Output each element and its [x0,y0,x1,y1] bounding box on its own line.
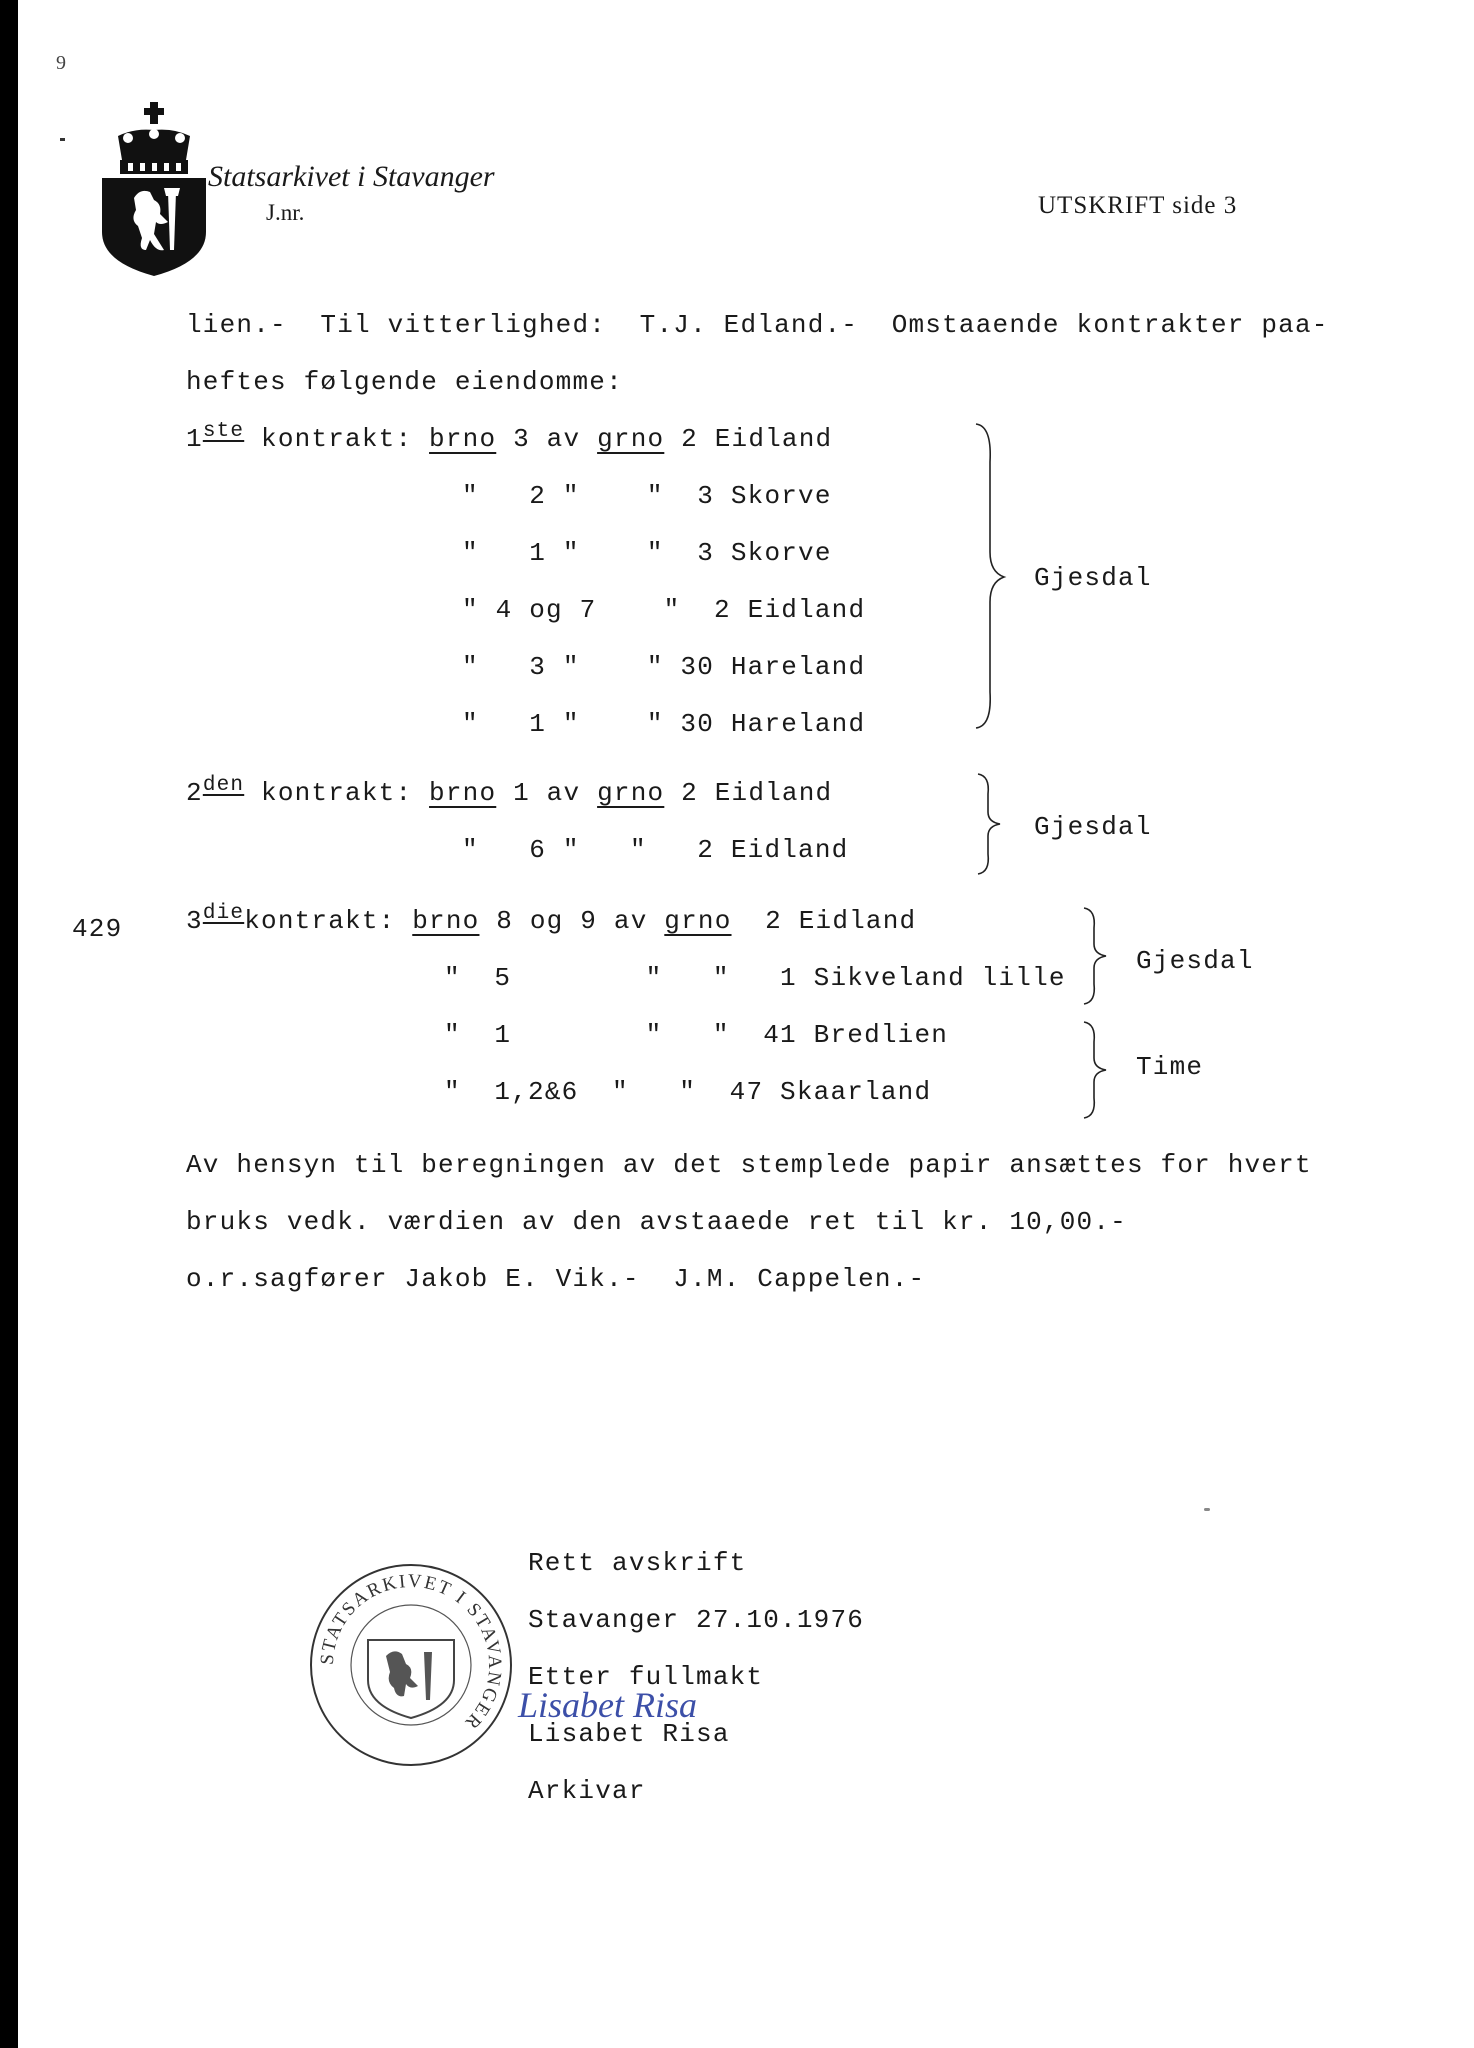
signer-title: Arkivar [528,1776,646,1806]
body-line-1: lien.- Til vitterlighed: T.J. Edland.- Omstaaende kontrakter paa- [186,310,1329,340]
contract-1-row: " 3 " " 30 Hareland [462,652,866,682]
margin-dot [60,138,65,141]
contract-3-area-gjesdal: Gjesdal [1136,946,1254,976]
contract-1-row: " 1 " " 30 Hareland [462,709,866,739]
archive-seal-icon [306,1560,516,1770]
closing-line-3: o.r.sagfører Jakob E. Vik.- J.M. Cappelen.- [186,1264,926,1294]
contract-3-brace-time [1078,1020,1118,1120]
closing-line-2: bruks vedk. værdien av den avstaaede ret til kr. 10,00.- [186,1207,1127,1237]
signer-name: Lisabet Risa [528,1719,730,1749]
contract-1-area: Gjesdal [1034,563,1152,593]
contract-3-heading: $3^{die}kontrakt$: brno 8 og 9 av grno 2 Eidland [186,902,917,936]
corner-mark: 9 [56,52,66,74]
contract-1-row: " 2 " " 3 Skorve [462,481,832,511]
contract-3-area-time: Time [1136,1052,1204,1082]
contract-2-brace [972,772,1012,876]
ink-speck [1204,1508,1210,1511]
handwritten-signature: Lisabet Risa [518,1685,698,1725]
certification-line-3: Etter fullmakt [528,1662,764,1692]
certification-line-1: Rett avskrift [528,1548,747,1578]
certification-line-2: Stavanger 27.10.1976 [528,1605,865,1635]
contract-2-row: " 6 " " 2 Eidland [462,835,849,865]
svg-text:STATSARKIVET I STAVANGER: STATSARKIVET I STAVANGER [316,1570,506,1735]
body-line-2: heftes følgende eiendomme: [186,367,623,397]
contract-1-heading: 1ste kontrakt: brno 3 av grno 2 Eidland [186,420,833,454]
contract-2-heading: $2^{den}$ kontrakt: brno 1 av grno 2 Eidland [186,774,833,808]
contract-1-brace [968,422,1018,732]
margin-note: 429 [72,914,123,944]
page-label: UTSKRIFT side 3 [1038,192,1238,219]
document-page [18,0,1474,2048]
contract-1-row: " 4 og 7 " 2 Eidland [462,595,866,625]
contract-1-row: " 1 " " 3 Skorve [462,538,832,568]
jnr-label: J.nr. [266,200,305,225]
norwegian-coat-of-arms-icon [94,100,214,278]
institution-name: Statsarkivet i Stavanger [208,160,495,193]
contract-3-brace-gjesdal [1078,906,1118,1006]
contract-3-row: " 1 " " 41 Bredlien [444,1020,949,1050]
closing-line-1: Av hensyn til beregningen av det stemplede papir ansættes for hvert [186,1150,1312,1180]
contract-3-row: " 1,2&6 " " 47 Skaarland [444,1077,932,1107]
contract-2-area: Gjesdal [1034,812,1152,842]
contract-3-row: " 5 " " 1 Sikveland lille [444,963,1066,993]
